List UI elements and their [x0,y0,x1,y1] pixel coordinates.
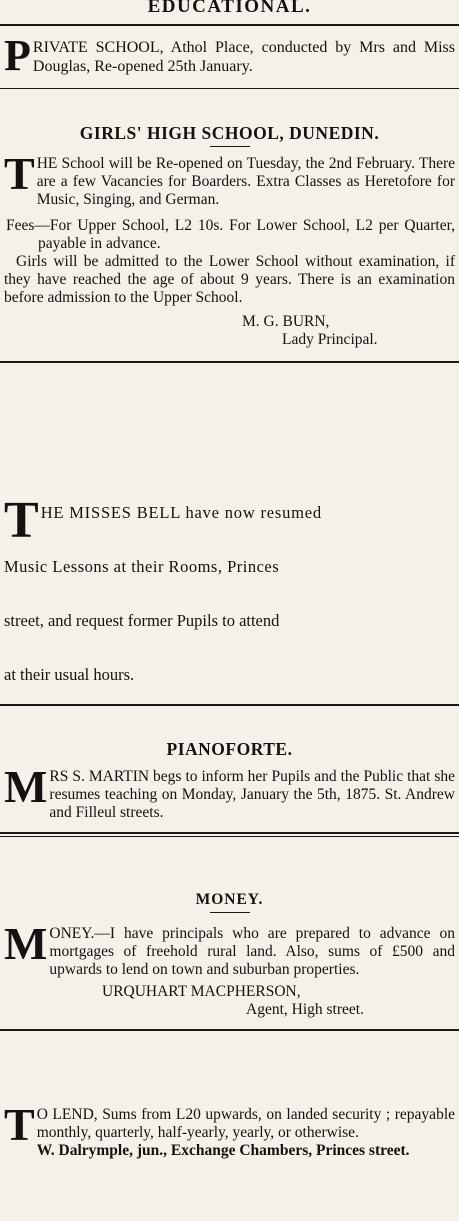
signature-name: URQUHART MACPHERSON, [102,983,301,1000]
misses-bell-text-1: HE MISSES BELL have now resumed [40,503,322,522]
pianoforte-text: RS S. MARTIN begs to inform her Pupils and the Public that she resumes teaching on Monday, January the 5th, 1875. St. Andrew and Filleul streets. [49,768,455,821]
private-school-paragraph [4,31,455,80]
ad-divider [0,361,459,363]
ad-divider [0,836,459,837]
misses-bell-line-2: Music Lessons at their Rooms, Princes [4,557,280,576]
private-school-text: RIVATE SCHOOL, Athol Place, conducted by Mrs and Miss Douglas, Re-opened 25th January. [32,39,455,75]
pianoforte-paragraph [4,761,455,822]
heading-underline [210,146,250,147]
drop-cap: T [4,492,39,549]
money-ad [0,890,459,1031]
to-lend-paragraph [4,1099,455,1150]
drop-cap: T [4,1099,35,1150]
section-divider [0,24,459,26]
drop-cap: M [4,761,48,812]
misses-bell-ad [0,492,459,706]
drop-cap: T [4,148,35,199]
pianoforte-ad [0,738,459,837]
ad-divider [0,88,459,89]
educational-section [0,0,459,26]
misses-bell-line-4: at their usual hours. [4,665,135,684]
ad-divider [0,832,459,834]
high-school-ad [0,122,459,363]
high-school-admission: Girls will be admitted to the Lower School without examination, if they have reached the age of about 9 years. There is an examination before admission to the Upper School. [4,253,455,306]
to-lend-text: O LEND, Sums from L20 upwards, on landed security ; repayable monthly, quarterly, half-yearly, yearly, or otherwise. [36,1106,455,1141]
signature-name: M. G. BURN, [242,313,330,330]
ad-divider [0,1029,459,1031]
money-paragraph [4,918,455,979]
money-heading: MONEY. [195,891,264,908]
educational-heading: EDUCATIONAL. [147,0,312,17]
private-school-ad [0,31,459,89]
pianoforte-heading: PIANOFORTE. [166,739,293,759]
high-school-fees: Fees—For Upper School, L2 10s. For Lower School, L2 per Quarter, payable in advance. [6,217,455,252]
misses-bell-line-1 [4,492,455,549]
signature-title: Lady Principal. [282,331,378,348]
high-school-intro [4,148,455,209]
to-lend-ad [0,1099,459,1160]
to-lend-contact: W. Dalrymple, jun., Exchange Chambers, Princes street. [36,1142,410,1159]
drop-cap: P [4,31,31,80]
high-school-intro-text: HE School will be Re-opened on Tuesday, the 2nd February. There are a few Vacancies for Boarders. Extra Classes as Heretofore for Music, Singing, and German. [36,155,455,208]
drop-cap: M [4,918,48,969]
heading-underline [210,912,250,913]
money-text: ONEY.—I have principals who are prepared to advance on mortgages of freehold rural land. Also, sums of £500 and upwards to lend on town and suburban properties. [49,925,455,978]
ad-divider [0,704,459,706]
misses-bell-line-3: street, and request former Pupils to attend [4,611,280,630]
signature-title: Agent, High street. [246,1001,364,1018]
high-school-heading: GIRLS' HIGH SCHOOL, DUNEDIN. [79,123,380,143]
